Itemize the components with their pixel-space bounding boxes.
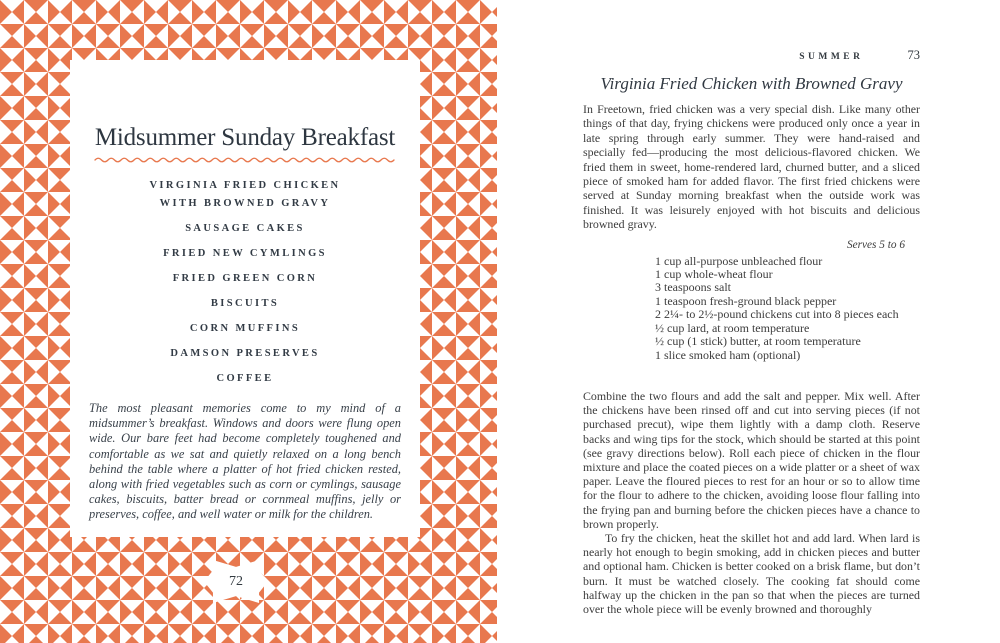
spacer — [583, 362, 920, 389]
serves-note: Serves 5 to 6 — [846, 238, 905, 251]
running-head-label: SUMMER — [799, 52, 864, 62]
menu-item: CORN MUFFINS — [189, 323, 301, 334]
menu-list — [70, 180, 420, 384]
menu-item: COFFEE — [216, 373, 274, 384]
menu-item: VIRGINIA FRIED CHICKEN — [149, 180, 341, 191]
menu-item: DAMSON PRESERVES — [170, 348, 320, 359]
menu-panel — [70, 60, 420, 537]
ingredient-item: 1 cup whole-wheat flour — [655, 267, 773, 282]
page-number-right: 73 — [907, 48, 920, 62]
ingredient-list — [655, 255, 920, 362]
instruction-paragraph: To fry the chicken, heat the skillet hot and add lard. When lard is nearly hot enough to begin smoking, add in chicken pieces and butter and optional ham. Chicken is better cooked on a brisk flame, but don’t burn. It must be watched closely. The cooking fat should come halfway up the chicken in the pan so that when the pieces are turned over the whole piece will be evenly browned and thoroughly — [583, 530, 920, 616]
recipe-body — [583, 102, 920, 616]
wavy-underline — [94, 155, 396, 164]
menu-item: FRIED GREEN CORN — [172, 273, 318, 284]
menu-item: FRIED NEW CYMLINGS — [163, 248, 327, 259]
ingredient-item: 1 slice smoked ham (optional) — [655, 347, 801, 362]
menu-item: BISCUITS — [210, 298, 280, 309]
ingredient-item: 2 2¼- to 2½-pound chickens cut into 8 pieces each — [655, 307, 899, 322]
ingredient-item: ½ cup lard, at room temperature — [655, 320, 810, 335]
menu-item: SAUSAGE CAKES — [185, 223, 305, 234]
ingredient-item: 3 teaspoons salt — [655, 280, 731, 295]
recipe-title: Virginia Fried Chicken with Browned Gravy — [600, 74, 903, 93]
menu-item: WITH BROWNED GRAVY — [159, 198, 331, 209]
page-number-left: 72 — [229, 573, 243, 589]
running-header — [799, 48, 920, 63]
ingredient-item: ½ cup (1 stick) butter, at room temperature — [655, 334, 861, 349]
instruction-paragraph: Combine the two flours and add the salt and pepper. Mix well. After the chickens have been rinsed off and cut into serving pieces (if not purchased precut), wipe them lightly with a damp cloth. Reserve backs and wing tips for the stock, which should be started at this point (see gravy directions below). Roll each piece of chicken in the flour mixture and place the coated pieces on a wide platter or a sheet of wax paper. Leave the floured pieces to rest for an hour or so to allow time for the flour to adhere to the chicken, avoiding loose flour falling into the frying pan and burning before the chicken pieces have a chance to brown properly. — [583, 388, 920, 531]
menu-memoir-note: The most pleasant memories come to my mind of a midsummer’s breakfast. Windows and doors were flung open wide. Our bare feet had become completely toughened and comfortable as we sat and quietly relaxed on a long bench behind the table where a platter of hot fried chicken rested, along with fried vegetables such as corn or cymlings, sausage cakes, biscuits, batter bread or cornmeal muffins, jelly or preserves, coffee, and well water or milk for the children. — [89, 401, 401, 522]
recipe-intro-paragraph: In Freetown, fried chicken was a very special dish. Like many other things of that day, frying chickens were produced only once a year in late spring through early summer. They were hand-raised and specially fed—producing the most delicious-flavored chicken. We fried them in sweet, home-rendered lard, churned butter, and a sliced piece of smoked ham for added flavor. The first fried chickens were served at Sunday morning breakfast when the outside work was finished. It was leisurely enjoyed with hot biscuits and delicious browned gravy. — [583, 102, 920, 232]
ingredient-item: 1 cup all-purpose unbleached flour — [655, 253, 823, 268]
ingredient-item: 1 teaspoon fresh-ground black pepper — [655, 293, 837, 308]
left-page — [0, 0, 497, 643]
menu-title: Midsummer Sunday Breakfast — [94, 124, 396, 151]
right-page — [500, 0, 1000, 643]
